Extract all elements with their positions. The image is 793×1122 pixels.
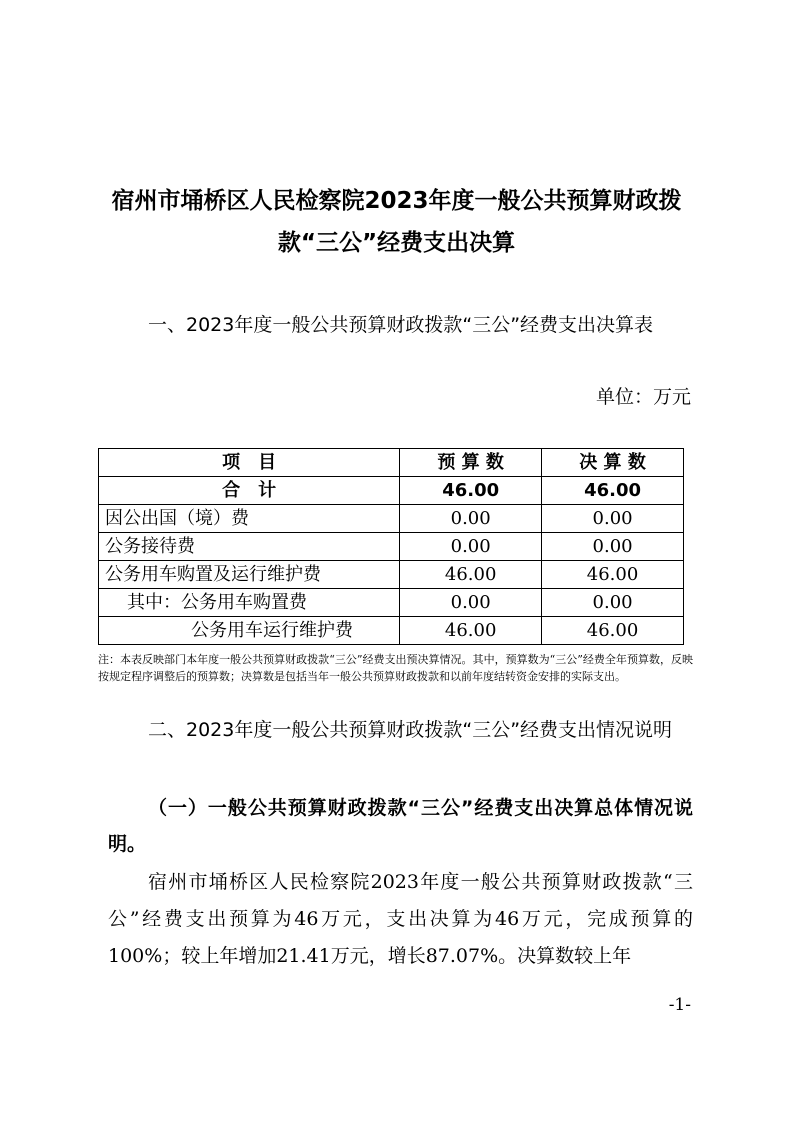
page-number: -1- bbox=[668, 995, 691, 1015]
row-budget: 0.00 bbox=[400, 589, 542, 617]
subsection1-heading: （一）一般公共预算财政拨款“三公”经费支出决算总体情况说明。 bbox=[108, 797, 693, 855]
table-header-row bbox=[99, 449, 684, 477]
row-actual: 46.00 bbox=[542, 617, 684, 645]
row-budget: 0.00 bbox=[400, 533, 542, 561]
table-note: 注：本表反映部门本年度一般公共预算财政拨款“三公”经费支出预决算情况。其中，预算数为“三公”经费全年预算数，反映按规定程序调整后的预算数；决算数是包括当年一般公共预算财政拨款和以前年度结转资金安排的实际支出。 bbox=[98, 653, 693, 683]
row-budget: 46.00 bbox=[400, 617, 542, 645]
unit-label: 单位：万元 bbox=[595, 386, 691, 408]
row-actual: 46.00 bbox=[542, 477, 684, 505]
row-budget: 46.00 bbox=[400, 477, 542, 505]
section1-heading: 一、2023年度一般公共预算财政拨款“三公”经费支出决算表 bbox=[148, 314, 654, 336]
header-actual: 决 算 数 bbox=[542, 449, 684, 477]
header-item: 项 目 bbox=[99, 449, 400, 477]
expense-table bbox=[98, 448, 684, 645]
row-item: 因公出国（境）费 bbox=[99, 505, 400, 533]
table-row bbox=[99, 617, 684, 645]
row-actual: 0.00 bbox=[542, 533, 684, 561]
row-item: 公务用车购置及运行维护费 bbox=[99, 561, 400, 589]
row-actual: 46.00 bbox=[542, 561, 684, 589]
row-budget: 46.00 bbox=[400, 561, 542, 589]
table-row bbox=[99, 533, 684, 561]
section2-heading: 二、2023年度一般公共预算财政拨款“三公”经费支出情况说明 bbox=[148, 719, 673, 741]
row-item: 公务用车运行维护费 bbox=[99, 617, 400, 645]
row-item: 其中：公务用车购置费 bbox=[99, 589, 400, 617]
table-row bbox=[99, 505, 684, 533]
table-row bbox=[99, 561, 684, 589]
row-item: 公务接待费 bbox=[99, 533, 400, 561]
document-title: 宿州市埇桥区人民检察院2023年度一般公共预算财政拨款“三公”经费支出决算 bbox=[111, 188, 682, 256]
row-budget: 0.00 bbox=[400, 505, 542, 533]
row-actual: 0.00 bbox=[542, 505, 684, 533]
row-item: 合 计 bbox=[99, 477, 400, 505]
body-paragraph: 宿州市埇桥区人民检察院2023年度一般公共预算财政拨款“三公”经费支出预算为46万元，支出决算为46万元，完成预算的100%；较上年增加21.41万元，增长87.07%。决算数较上年 bbox=[108, 871, 693, 967]
header-budget: 预 算 数 bbox=[400, 449, 542, 477]
table-row bbox=[99, 589, 684, 617]
table-row bbox=[99, 477, 684, 505]
row-actual: 0.00 bbox=[542, 589, 684, 617]
